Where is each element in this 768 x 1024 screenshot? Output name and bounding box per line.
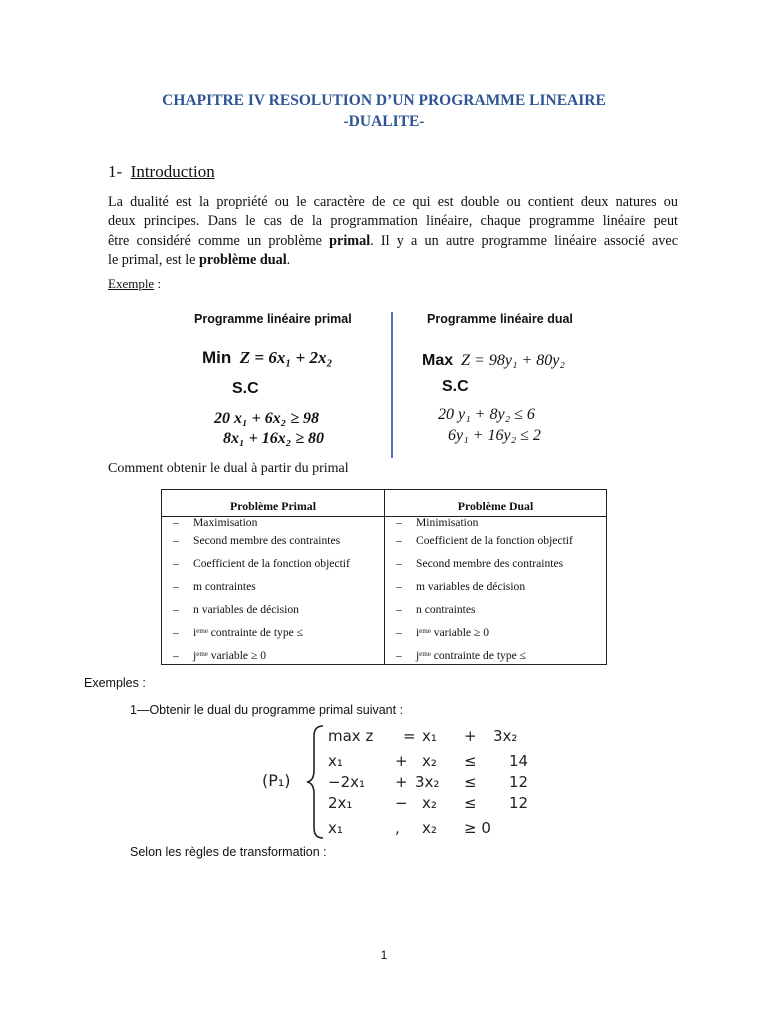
system-cell: +	[395, 752, 408, 770]
system-cell: x₁	[328, 752, 343, 770]
list-item: – Maximisation	[173, 516, 258, 529]
dual-sc: S.C	[442, 378, 469, 395]
system-cell: ≤	[464, 773, 477, 791]
primal-system	[262, 722, 562, 842]
primal-term: primal	[329, 232, 371, 249]
column-divider	[391, 312, 393, 458]
primal-constraint-1: 20 x₁ + 6x₂ ≥ 98	[214, 410, 320, 427]
list-item: – Minimisation	[396, 516, 479, 529]
section-number: 1-	[108, 162, 123, 181]
example-image	[194, 306, 602, 458]
system-cell: x₂	[422, 819, 437, 837]
page-number: 1	[380, 948, 388, 962]
list-item: – jᵉᵐᵉ contrainte de type ≤	[396, 649, 527, 662]
chapter-title: CHAPITRE IV RESOLUTION D’UN PROGRAMME LINEAIRE	[162, 92, 606, 109]
example-label: Exemple :	[108, 276, 162, 291]
system-cell: x₂	[422, 752, 437, 770]
list-item: – Second membre des contraintes	[173, 534, 341, 547]
system-cell: +	[395, 773, 408, 791]
dual-objective: Max Z = 98y₁ + 80y₂	[422, 352, 565, 369]
system-cell: 3x₂	[493, 727, 518, 745]
intro-line: être considéré comme un problème primal. Il y a un autre programme linéaire associé avec	[108, 232, 678, 249]
left-brace-icon	[306, 724, 328, 840]
list-item: – m contraintes	[173, 580, 256, 593]
system-cell: +	[464, 727, 477, 745]
system-cell: 2x₁	[328, 794, 353, 812]
dual-term: problème dual	[199, 251, 287, 268]
list-item: – jᵉᵐᵉ variable ≥ 0	[173, 649, 267, 662]
table-header-row	[162, 490, 607, 517]
system-cell: ,	[395, 819, 400, 837]
dual-constraint-1: 20 y₁ + 8y₂ ≤ 6	[438, 406, 535, 423]
system-cell: ≤	[464, 794, 477, 812]
dual-cell	[385, 517, 607, 665]
system-cell: max z	[328, 727, 374, 745]
system-cell: 14	[509, 752, 529, 770]
system-cell: 3x₂	[415, 773, 440, 791]
table-header-dual: Problème Dual	[385, 490, 607, 517]
list-item: – Second membre des contraintes	[396, 557, 564, 570]
primal-constraint-2: 8x₁ + 16x₂ ≥ 80	[223, 430, 325, 447]
chapter-subtitle: -DUALITE-	[343, 113, 425, 130]
list-item: – n contraintes	[396, 603, 476, 616]
primal-column-title: Programme linéaire primal	[194, 312, 352, 326]
transformation-text: Selon les règles de transformation :	[130, 845, 327, 859]
system-cell: ≤	[464, 752, 477, 770]
system-cell: ≥ 0	[464, 819, 491, 837]
list-item: – Coefficient de la fonction objectif	[173, 557, 350, 570]
system-cell: x₂	[422, 794, 437, 812]
system-cell: 12	[509, 773, 529, 791]
primal-sc: S.C	[232, 380, 259, 397]
intro-line: La dualité est la propriété ou le caractère de ce qui est double ou contient deux natures ou	[108, 194, 678, 210]
dual-column-title: Programme linéaire dual	[427, 312, 573, 326]
system-cell: 12	[509, 794, 529, 812]
list-item: – n variables de décision	[173, 603, 299, 616]
system-cell: −2x₁	[328, 773, 366, 791]
system-cell: −	[395, 794, 408, 812]
primal-cell	[162, 517, 385, 665]
exercise-1-text: 1—Obtenir le dual du programme primal suivant :	[130, 703, 404, 717]
intro-line: deux principes. Dans le cas de la programmation linéaire, chaque programme linéaire peut	[108, 213, 678, 230]
table-header-primal: Problème Primal	[162, 490, 385, 517]
intro-paragraph	[108, 193, 678, 270]
list-item: – iᵉᵐᵉ variable ≥ 0	[396, 626, 490, 639]
section-title: Introduction	[130, 162, 215, 181]
table-body-row	[162, 517, 607, 665]
system-label: (P₁)	[262, 771, 291, 790]
list-item: – Coefficient de la fonction objectif	[396, 534, 573, 547]
rules-table	[161, 489, 607, 665]
section-heading	[108, 162, 215, 182]
system-cell: x₁	[328, 819, 343, 837]
system-cell: x₁	[422, 727, 437, 745]
system-cell: =	[403, 727, 416, 745]
examples-label: Exemples :	[84, 676, 146, 690]
dual-constraint-2: 6y₁ + 16y₂ ≤ 2	[448, 427, 541, 444]
intro-line: le primal, est le problème dual.	[108, 251, 291, 268]
list-item: – iᵉᵐᵉ contrainte de type ≤	[173, 626, 304, 639]
primal-objective: Min Z = 6x₁ + 2x₂	[202, 348, 333, 367]
comment-text: Comment obtenir le dual à partir du primal	[108, 461, 349, 476]
list-item: – m variables de décision	[396, 580, 526, 593]
